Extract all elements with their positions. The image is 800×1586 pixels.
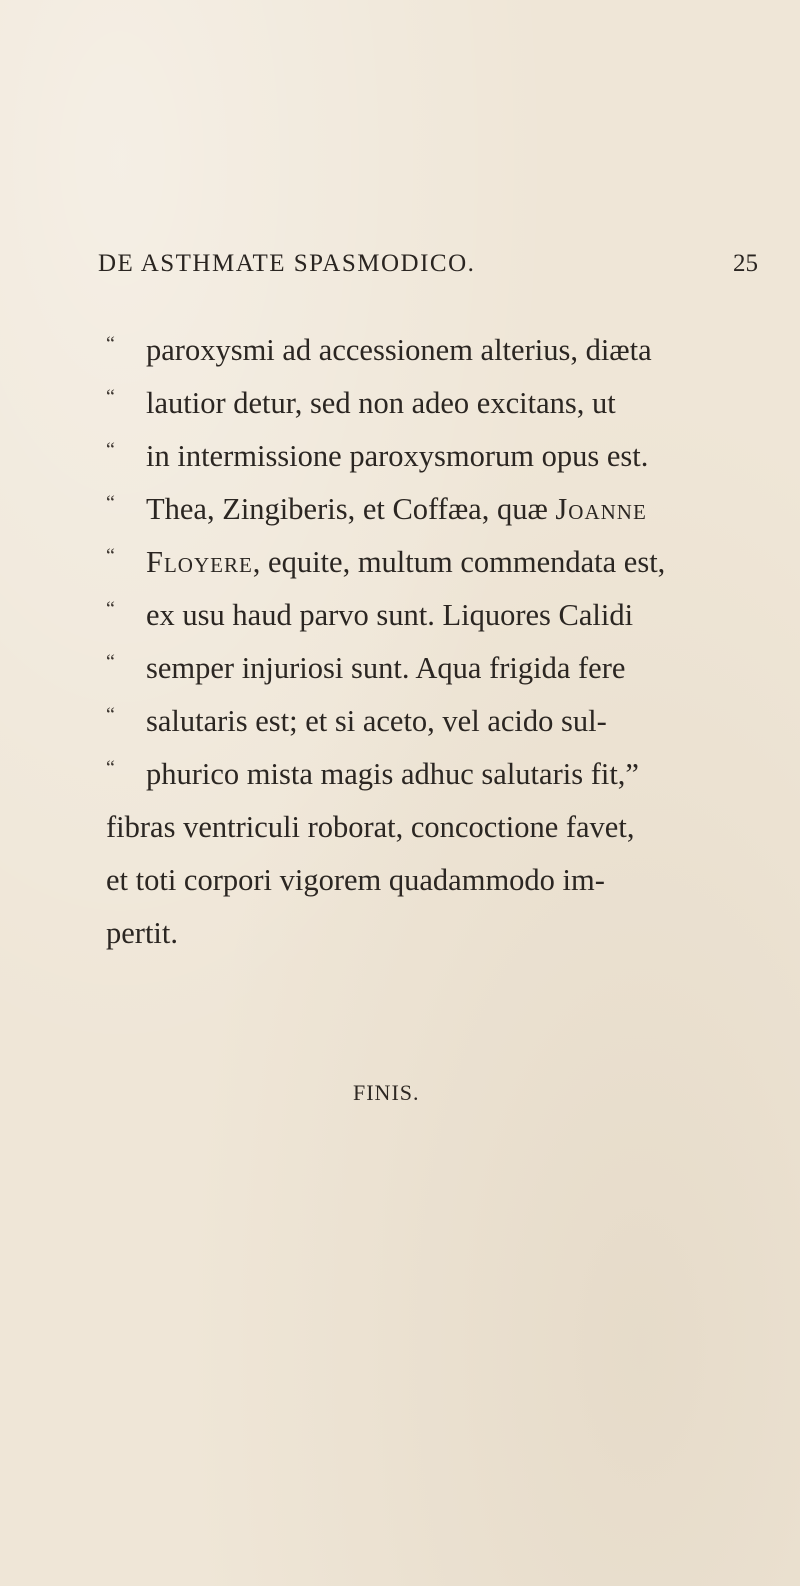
page-header [98,250,758,290]
finis-label: FINIS. [353,1080,420,1105]
text-line [106,907,786,960]
running-title: DE ASTHMATE SPASMODICO. [98,250,476,277]
quote-mark: “ [106,651,115,673]
line-text: paroxysmi ad accessionem alterius, diæta [146,333,652,367]
quote-mark: “ [106,333,115,355]
line-text: Thea, Zingiberis, et Coffæa, quæ [146,492,556,526]
line-text: pertit. [106,916,178,950]
text-line [106,801,786,854]
proper-name: Floyere [146,545,253,579]
quote-mark: “ [106,492,115,514]
line-text: salutaris est; et si aceto, vel acido sul- [146,704,607,738]
proper-name: Joanne [555,492,647,526]
text-line [106,430,786,483]
text-line [106,324,786,377]
text-line [106,854,786,907]
text-line [106,695,786,748]
line-text: et toti corpori vigorem quadammodo im- [106,863,605,897]
quote-mark: “ [106,757,115,779]
text-line [106,642,786,695]
quote-mark: “ [106,386,115,408]
body-text [106,324,786,960]
text-line [106,536,786,589]
quote-mark: “ [106,598,115,620]
line-text: semper injuriosi sunt. Aqua frigida fere [146,651,626,685]
line-text: phurico mista magis adhuc salutaris fit,” [146,757,639,791]
quote-mark: “ [106,704,115,726]
line-text: in intermissione paroxysmorum opus est. [146,439,649,473]
text-line [106,589,786,642]
line-text: , equite, multum commendata est, [252,545,666,579]
text-line [106,483,786,536]
quote-mark: “ [106,439,115,461]
text-line [106,748,786,801]
line-text: lautior detur, sed non adeo excitans, ut [146,386,616,420]
page-number: 25 [733,250,758,277]
quote-mark: “ [106,545,115,567]
line-text: fibras ventriculi roborat, concoctione favet, [106,810,635,844]
text-line [106,377,786,430]
line-text: ex usu haud parvo sunt. Liquores Calidi [146,598,634,632]
